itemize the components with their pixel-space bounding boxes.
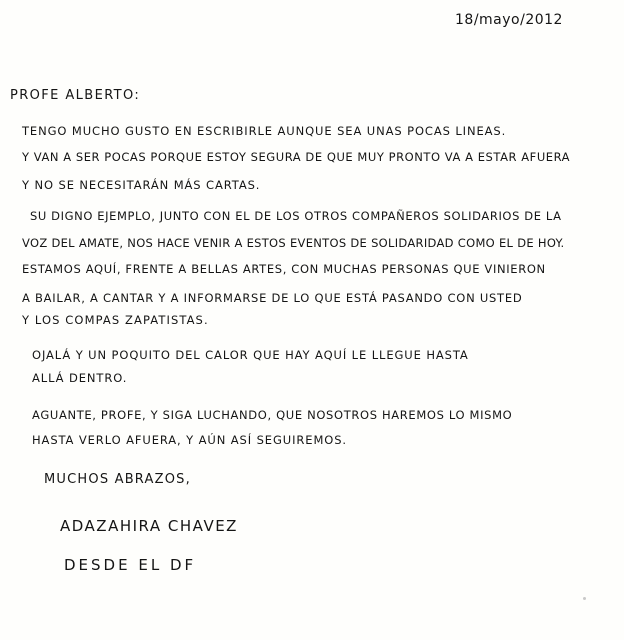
letter-line-3: Y NO SE NECESITARÁN MÁS CARTAS. xyxy=(22,178,261,192)
letter-line-11: AGUANTE, PROFE, Y SIGA LUCHANDO, QUE NOSOTROS HAREMOS LO MISMO xyxy=(32,408,513,422)
letter-line-6: ESTAMOS AQUÍ, FRENTE A BELLAS ARTES, CON MUCHAS PERSONAS QUE VINIERON xyxy=(22,262,546,276)
letter-line-12: HASTA VERLO AFUERA, Y AÚN ASÍ SEGUIREMOS. xyxy=(32,433,347,447)
letter-line-10: ALLÁ DENTRO. xyxy=(32,371,128,385)
paper-speck xyxy=(583,597,586,600)
letter-closing: MUCHOS ABRAZOS, xyxy=(44,472,191,487)
letter-line-7: A BAILAR, A CANTAR Y A INFORMARSE DE LO QUE ESTÁ PASANDO CON USTED xyxy=(22,291,523,305)
letter-line-2: Y VAN A SER POCAS PORQUE ESTOY SEGURA DE QUE MUY PRONTO VA A ESTAR AFUERA xyxy=(22,150,571,164)
letter-line-9: OJALÁ Y UN POQUITO DEL CALOR QUE HAY AQUÍ LE LLEGUE HASTA xyxy=(32,348,469,362)
letter-line-1: TENGO MUCHO GUSTO EN ESCRIBIRLE AUNQUE SEA UNAS POCAS LINEAS. xyxy=(22,124,507,138)
letter-line-5: VOZ DEL AMATE, NOS HACE VENIR A ESTOS EVENTOS DE SOLIDARIDAD COMO EL DE HOY. xyxy=(22,236,565,250)
letter-sender-location: DESDE EL DF xyxy=(64,556,197,574)
letter-line-8: Y LOS COMPAS ZAPATISTAS. xyxy=(22,313,209,327)
letter-signature: ADAZAHIRA CHAVEZ xyxy=(60,517,238,535)
letter-greeting: PROFE ALBERTO: xyxy=(10,88,141,103)
letter-line-4: SU DIGNO EJEMPLO, JUNTO CON EL DE LOS OTROS COMPAÑEROS SOLIDARIOS DE LA xyxy=(30,209,562,223)
letter-date: 18/mayo/2012 xyxy=(455,12,563,28)
